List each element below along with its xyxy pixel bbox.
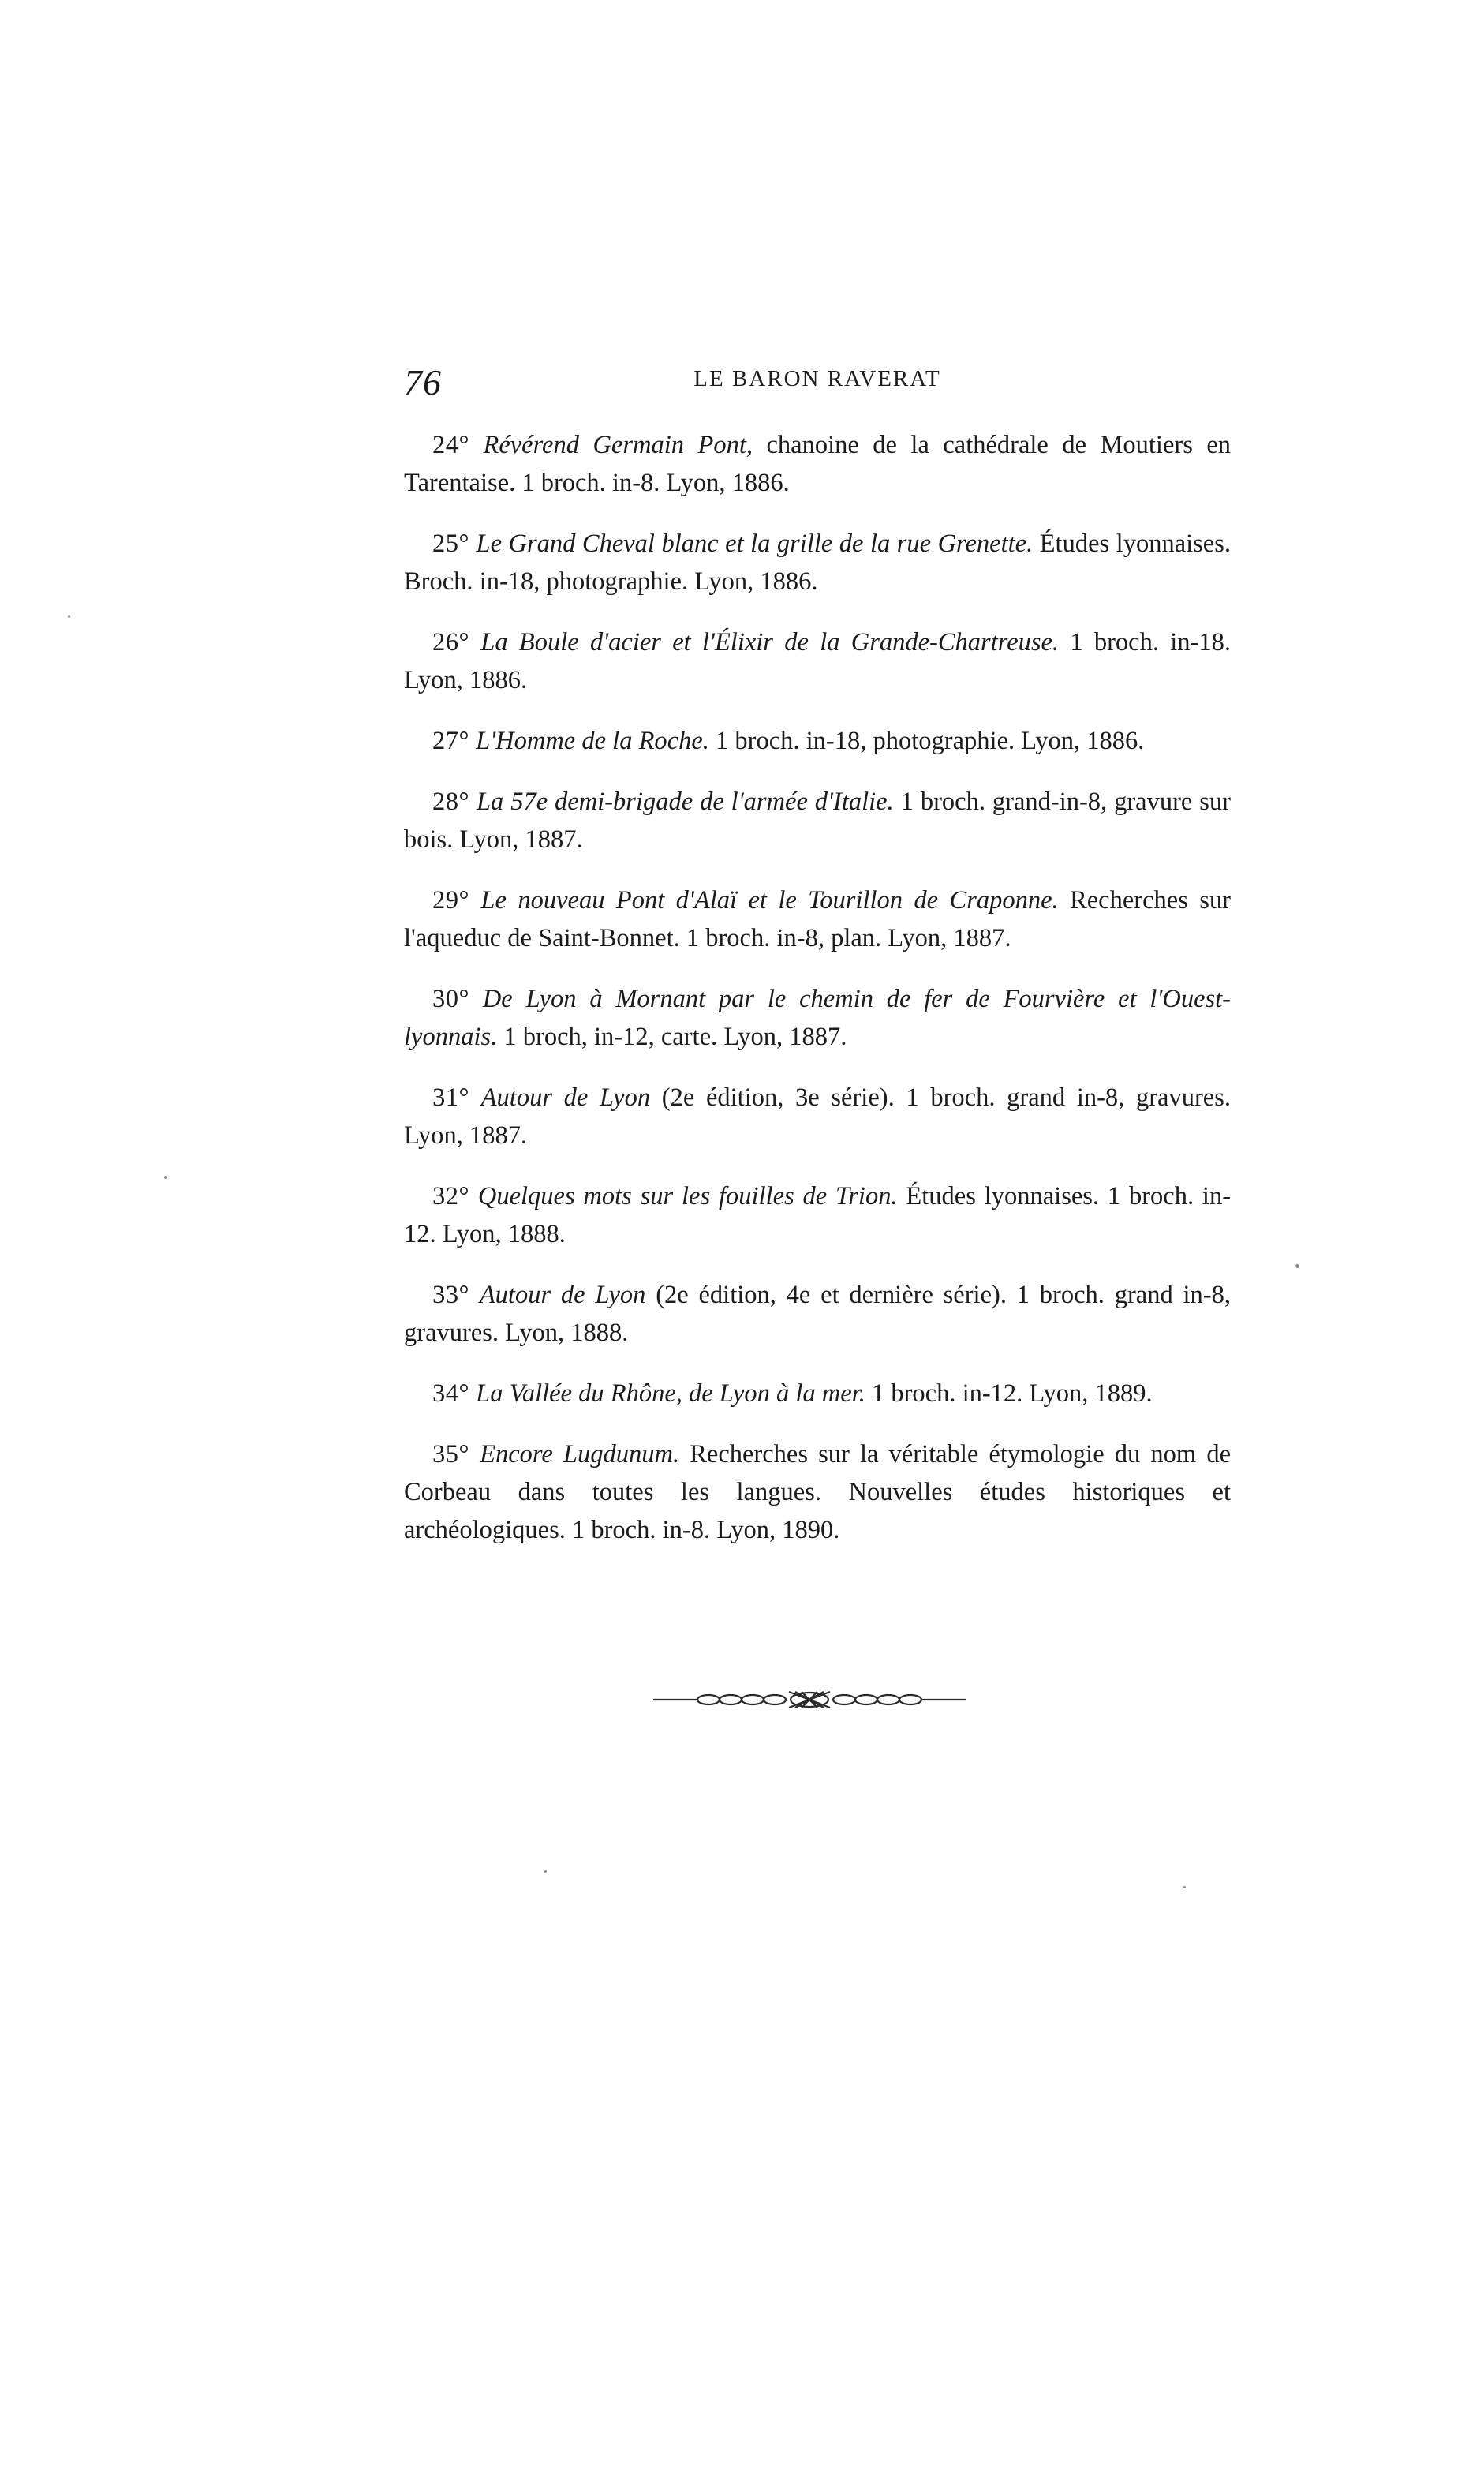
entry-title: L'Homme de la Roche. [476, 727, 709, 755]
entry-number: 33° [432, 1281, 469, 1309]
paper-speck [1295, 1264, 1299, 1268]
entry-title: De Lyon à Mornant par le chemin de fer de Fourvière et l'Ouest-lyonnais. [404, 985, 1231, 1051]
entry-title: Révérend Germain Pont [483, 431, 746, 459]
paper-speck [68, 615, 70, 618]
paper-speck [544, 1870, 547, 1873]
entry-title: La Vallée du Rhône, de Lyon à la mer. [476, 1379, 865, 1408]
entry-details: 1 broch. in-12. Lyon, 1889. [865, 1379, 1153, 1408]
entry-details: 1 broch. in-18, photographie. Lyon, 1886. [708, 727, 1145, 755]
entry-number: 28° [432, 788, 469, 816]
bibliography-entry [404, 722, 1231, 760]
bibliography-entry [404, 1079, 1231, 1154]
entry-number: 27° [432, 727, 469, 755]
bibliography-entry [404, 623, 1231, 699]
entry-title: La 57e demi-brigade de l'armée d'Italie. [476, 788, 894, 816]
page-header [404, 361, 1231, 401]
bibliography-entry [404, 1435, 1231, 1549]
entry-number: 29° [432, 886, 469, 915]
entry-details: 1 broch, in-12, carte. Lyon, 1887. [497, 1023, 847, 1051]
entry-details: , chanoine de la cathédrale de Moutiers en Tarentaise. 1 broch. in-8. Lyon, 1886. [404, 431, 1232, 497]
bibliography-entry [404, 525, 1231, 600]
entry-details: (2e édition, 4e et dernière série). 1 broch. grand in-8, gravures. Lyon, 1888. [404, 1281, 1231, 1347]
end-of-text-flourish-icon [653, 1689, 966, 1711]
bibliography-entry [404, 426, 1231, 502]
entry-details: Études lyonnaises. Broch. in-18, photographie. Lyon, 1886. [404, 529, 1231, 596]
entry-number: 34° [432, 1379, 469, 1408]
entry-number: 26° [432, 628, 469, 657]
bibliography-entry [404, 980, 1231, 1056]
bibliography-entry [404, 1375, 1231, 1412]
entry-number: 31° [432, 1083, 469, 1112]
paper-speck [164, 1176, 167, 1179]
entry-title: Le Grand Cheval blanc et la grille de la rue Grenette. [476, 529, 1034, 558]
entry-details: Recherches sur l'aqueduc de Saint-Bonnet. 1 broch. in-8, plan. Lyon, 1887. [404, 886, 1231, 952]
entry-details: 1 broch. grand-in-8, gravure sur bois. Lyon, 1887. [404, 788, 1232, 854]
bibliography-list [404, 426, 1231, 1572]
bibliography-entry [404, 881, 1231, 957]
entry-title: Autour de Lyon [479, 1281, 646, 1309]
entry-number: 24° [432, 431, 469, 459]
entry-number: 25° [432, 529, 469, 558]
entry-title: Autour de Lyon [480, 1083, 651, 1112]
entry-details: 1 broch. in-18. Lyon, 1886. [404, 628, 1231, 694]
entry-title: La Boule d'acier et l'Élixir de la Grande-Chartreuse. [480, 628, 1060, 657]
entry-number: 30° [432, 985, 469, 1013]
paper-speck [1183, 1886, 1186, 1888]
entry-details: Études lyonnaises. 1 broch. in-12. Lyon, 1888. [404, 1182, 1232, 1248]
entry-details: (2e édition, 3e série). 1 broch. grand in-8, gravures. Lyon, 1887. [404, 1083, 1232, 1150]
page-number: 76 [404, 362, 442, 402]
entry-number: 32° [432, 1182, 469, 1210]
running-title: LE BARON RAVERAT [693, 366, 941, 391]
entry-title: Le nouveau Pont d'Alaï et le Tourillon de Craponne. [480, 886, 1059, 915]
bibliography-entry [404, 1177, 1231, 1253]
bibliography-entry [404, 783, 1231, 859]
entry-number: 35° [432, 1440, 469, 1468]
entry-details: Recherches sur la véritable étymologie du nom de Corbeau dans toutes les langues. Nouvelles études historiques et archéologiques. 1 broch. in-8. Lyon, 1890. [404, 1440, 1231, 1544]
entry-title: Encore Lugdunum. [480, 1440, 680, 1468]
bibliography-entry [404, 1276, 1231, 1352]
entry-title: Quelques mots sur les fouilles de Trion. [477, 1182, 898, 1210]
